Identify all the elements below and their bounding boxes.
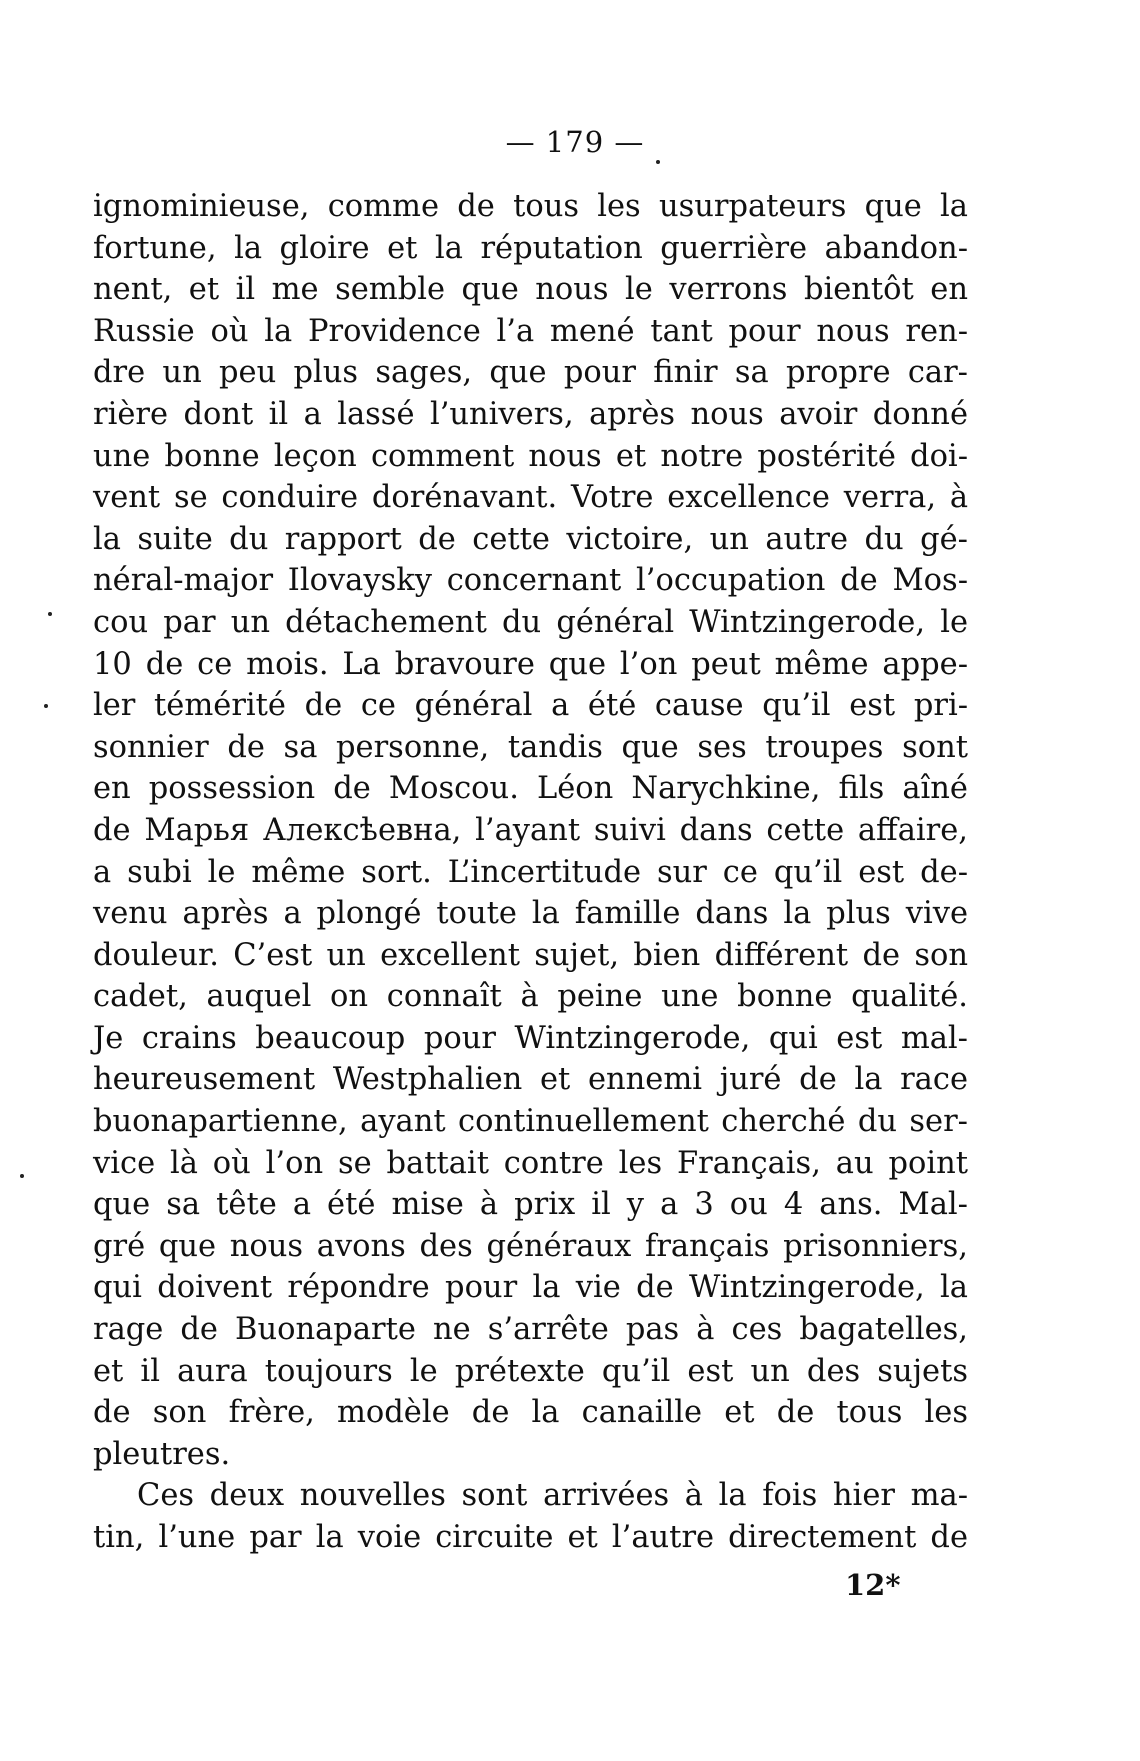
text-line: Je crains beaucoup pour Wintzingerode, qui est mal- <box>93 1020 968 1056</box>
text-line: la suite du rapport de cette victoire, un autre du gé- <box>93 521 968 557</box>
text-line: rière dont il a lassé l’univers, après nous avoir donné <box>93 396 968 432</box>
text-line: buonapartienne, ayant continuellement cherché du ser- <box>93 1104 968 1140</box>
text-line: rage de Buonaparte ne s’arrête pas à ces bagatelles, <box>93 1312 968 1348</box>
print-speck <box>656 160 660 164</box>
text-line: cou par un détachement du général Wintzingerode, le <box>93 604 968 640</box>
text-line: venu après a plongé toute la famille dans la plus vive <box>93 896 968 932</box>
text-line: et il aura toujours le prétexte qu’il est un des sujets <box>93 1353 968 1389</box>
signature-mark: 12* <box>845 1568 901 1602</box>
text-line: douleur. C’est un excellent sujet, bien différent de son <box>93 937 968 973</box>
text-line: 10 de ce mois. La bravoure que l’on peut même appe- <box>93 646 968 682</box>
text-line: de Марья Алексѣевна, l’ayant suivi dans cette affaire, <box>93 812 968 848</box>
print-speck <box>20 1174 24 1178</box>
text-line: nent, et il me semble que nous le verrons bientôt en <box>93 272 968 308</box>
text-line: que sa tête a été mise à prix il y a 3 ou 4 ans. Mal- <box>93 1187 968 1223</box>
text-line: tin, l’une par la voie circuite et l’autre directement de <box>93 1520 968 1555</box>
text-line: qui doivent répondre pour la vie de Wintzingerode, la <box>93 1270 968 1306</box>
text-line: dre un peu plus sages, que pour finir sa propre car- <box>93 355 968 391</box>
text-line: vent se conduire dorénavant. Votre excellence verra, à <box>93 480 968 516</box>
print-speck <box>48 612 52 616</box>
text-line: gré que nous avons des généraux français prisonniers, <box>93 1228 968 1264</box>
text-line: fortune, la gloire et la réputation guerrière abandon- <box>93 230 968 266</box>
text-line: Russie où la Providence l’a mené tant pour nous ren- <box>93 313 968 349</box>
text-line: ler témérité de ce général a été cause qu’il est pri- <box>93 688 968 724</box>
text-line: sonnier de sa personne, tandis que ses troupes sont <box>93 729 968 765</box>
body-text <box>93 186 968 1559</box>
print-speck <box>44 704 48 708</box>
text-line: de son frère, modèle de la canaille et de tous les <box>93 1395 968 1431</box>
text-line: vice là où l’on se battait contre les Français, au point <box>93 1145 968 1181</box>
text-line: ignominieuse, comme de tous les usurpateurs que la <box>93 189 968 224</box>
page-number: — 179 — <box>505 125 645 159</box>
text-line: néral-major Ilovaysky concernant l’occupation de Mos- <box>93 563 968 599</box>
text-line: a subi le même sort. L’incertitude sur ce qu’il est de- <box>93 854 968 890</box>
text-line: Ces deux nouvelles sont arrivées à la fois hier ma- <box>137 1478 968 1514</box>
text-line: en possession de Moscou. Léon Narychkine, fils aîné <box>93 771 968 807</box>
text-line: cadet, auquel on connaît à peine une bonne qualité. <box>93 979 968 1015</box>
text-line: une bonne leçon comment nous et notre postérité doi- <box>93 438 968 474</box>
text-line: heureusement Westphalien et ennemi juré de la race <box>93 1062 968 1098</box>
text-line: pleutres. <box>93 1436 231 1472</box>
